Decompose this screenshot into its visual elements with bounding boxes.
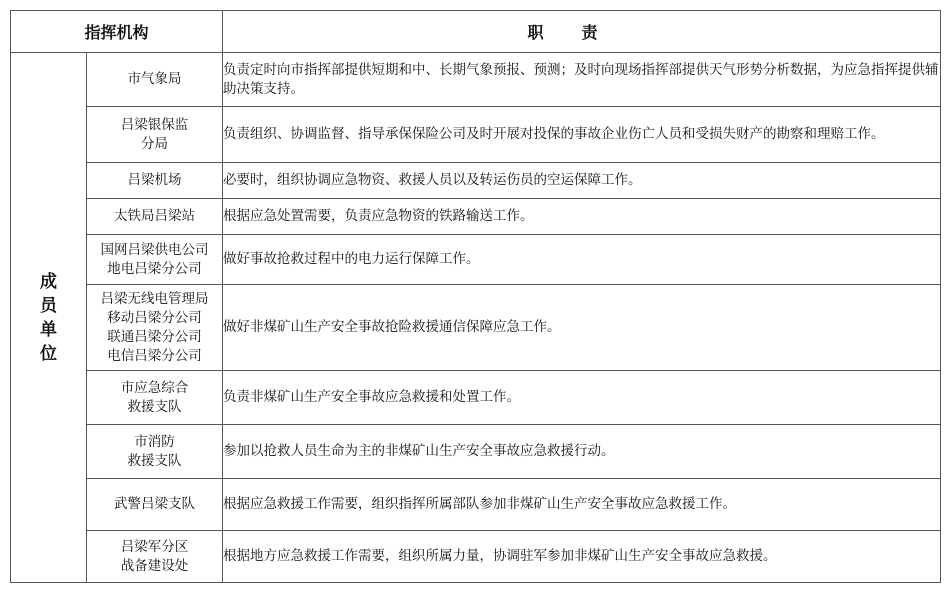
duty-text: 参加以抢救人员生命为主的非煤矿山生产安全事故应急救援行动。	[223, 425, 941, 479]
table-row	[11, 285, 941, 371]
table-row	[11, 531, 941, 583]
table-row	[11, 199, 941, 235]
duty-text: 根据应急处置需要，负责应急物资的铁路输送工作。	[223, 199, 941, 235]
unit-name: 国网吕梁供电公司 地电吕梁分公司	[87, 235, 223, 285]
duty-text: 必要时，组织协调应急物资、救援人员以及转运伤员的空运保障工作。	[223, 163, 941, 199]
group-label-char: 员	[40, 295, 57, 316]
group-label-char: 成	[40, 271, 57, 292]
duty-text: 负责非煤矿山生产安全事故应急救援和处置工作。	[223, 371, 941, 425]
table-row	[11, 235, 941, 285]
header-row	[11, 11, 941, 53]
table-row	[11, 479, 941, 531]
table-body	[11, 53, 941, 583]
duty-text: 做好事故抢救过程中的电力运行保障工作。	[223, 235, 941, 285]
member-units-group-label	[11, 53, 87, 583]
group-label-char: 单	[40, 319, 57, 340]
unit-name: 吕梁机场	[87, 163, 223, 199]
table-row	[11, 425, 941, 479]
header-command-org: 指挥机构	[11, 11, 223, 53]
unit-name: 市消防 救援支队	[87, 425, 223, 479]
unit-name: 武警吕梁支队	[87, 479, 223, 531]
unit-name: 太铁局吕梁站	[87, 199, 223, 235]
table-row	[11, 107, 941, 163]
duty-text: 负责组织、协调监督、指导承保保险公司及时开展对投保的事故企业伤亡人员和受损失财产的勘察和理赔工作。	[223, 107, 941, 163]
responsibility-table	[10, 10, 941, 583]
table-row	[11, 371, 941, 425]
duty-text: 负责定时向市指挥部提供短期和中、长期气象预报、预测；及时向现场指挥部提供天气形势分析数据，为应急指挥提供辅助决策支持。	[223, 53, 941, 107]
group-label-char: 位	[40, 343, 57, 364]
unit-name: 吕梁军分区 战备建设处	[87, 531, 223, 583]
unit-name: 吕梁银保监 分局	[87, 107, 223, 163]
unit-name: 市应急综合 救援支队	[87, 371, 223, 425]
table-row	[11, 53, 941, 107]
duty-text: 做好非煤矿山生产安全事故抢险救援通信保障应急工作。	[223, 285, 941, 371]
unit-name: 吕梁无线电管理局 移动吕梁分公司 联通吕梁分公司 电信吕梁分公司	[87, 285, 223, 371]
duty-text: 根据地方应急救援工作需要，组织所属力量，协调驻军参加非煤矿山生产安全事故应急救援。	[223, 531, 941, 583]
duty-text: 根据应急救援工作需要，组织指挥所属部队参加非煤矿山生产安全事故应急救援工作。	[223, 479, 941, 531]
unit-name: 市气象局	[87, 53, 223, 107]
table-row	[11, 163, 941, 199]
header-responsibility: 职责	[223, 11, 941, 53]
